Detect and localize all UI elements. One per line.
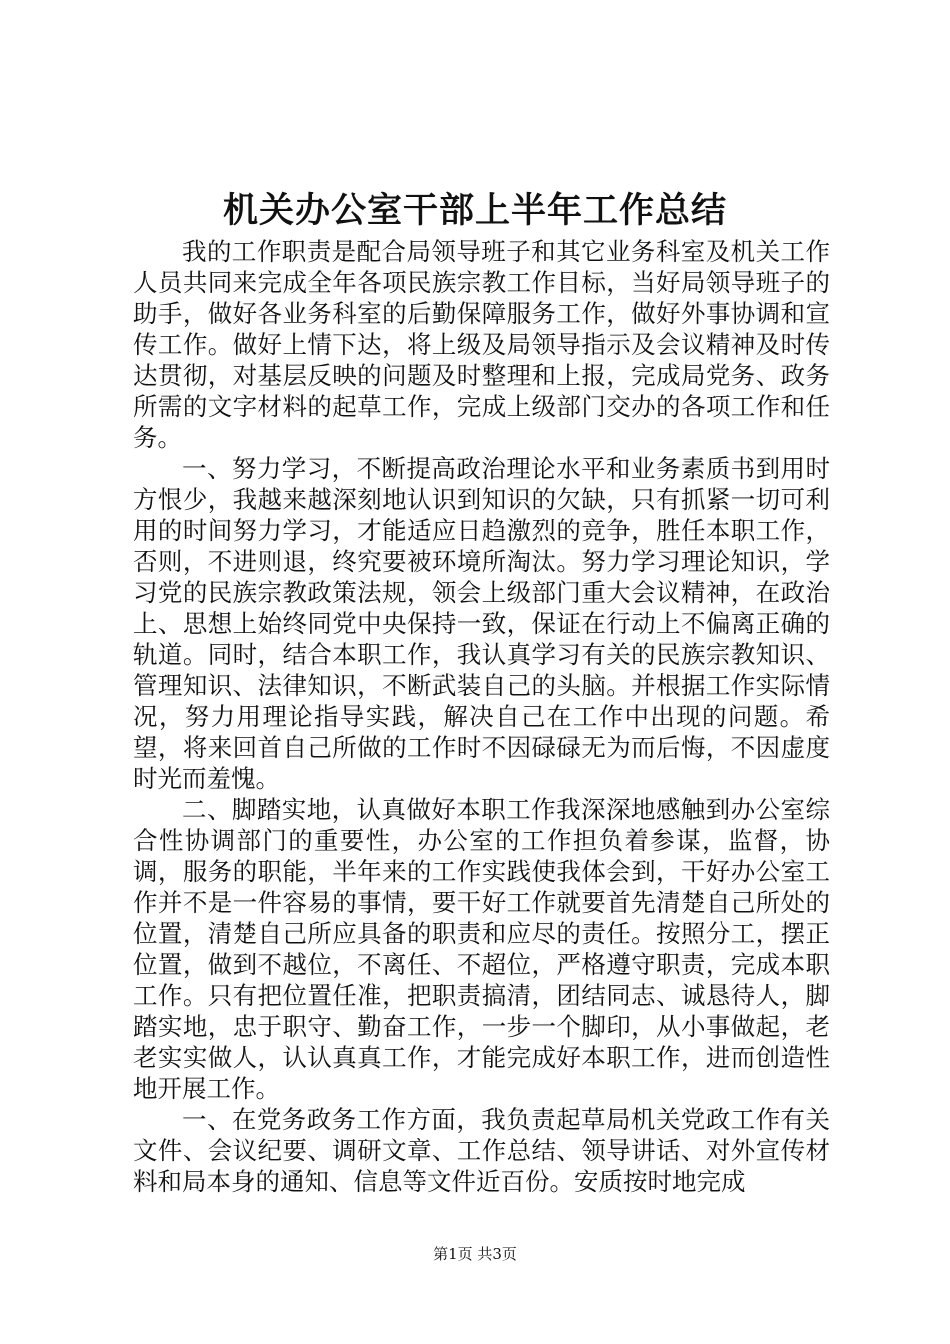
paragraph-intro: 我的工作职责是配合局领导班子和其它业务科室及机关工作人员共同来完成全年各项民族宗教工作目标，当好局领导班子的助手，做好各业务科室的后勤保障服务工作，做好外事协调和宣传工作。做好上情下达，将上级及局领导指示及会议精神及时传达贯彻，对基层反映的问题及时整理和上报，完成局党务、政务所需的文字材料的起草工作，完成上级部门交办的各项工作和任务。 <box>133 237 830 452</box>
document-title: 机关办公室干部上半年工作总结 <box>222 191 727 231</box>
document-body <box>133 236 830 1197</box>
paragraph-work: 二、脚踏实地，认真做好本职工作我深深地感触到办公室综合性协调部门的重要性，办公室的工作担负着参谋，监督，协调，服务的职能，半年来的工作实践使我体会到，干好办公室工作并不是一件容易的事情，要干好工作就要首先清楚自己所处的位置，清楚自己所应具备的职责和应尽的责任。按照分工，摆正位置，做到不越位，不离任、不超位，严格遵守职责，完成本职工作。只有把位置任准，把职责搞清，团结同志、诚恳待人，脚踏实地，忠于职守、勤奋工作，一步一个脚印，从小事做起，老老实实做人，认认真真工作，才能完成好本职工作，进而创造性地开展工作。 <box>133 795 830 1103</box>
paragraph-study: 一、努力学习，不断提高政治理论水平和业务素质书到用时方恨少，我越来越深刻地认识到知识的欠缺，只有抓紧一切可利用的时间努力学习，才能适应日趋激烈的竞争，胜任本职工作，否则，不进则退，终究要被环境所淘汰。努力学习理论知识，学习党的民族宗教政策法规，领会上级部门重大会议精神，在政治上、思想上始终同党中央保持一致，保证在行动上不偏离正确的轨道。同时，结合本职工作，我认真学习有关的民族宗教知识、管理知识、法律知识，不断武装自己的头脑。并根据工作实际情况，努力用理论指导实践，解决自己在工作中出现的问题。希望，将来回首自己所做的工作时不因碌碌无为而后悔，不因虚度时光而羞愧。 <box>133 454 830 793</box>
paragraph-party-affairs: 一、在党务政务工作方面，我负责起草局机关党政工作有关文件、会议纪要、调研文章、工作总结、领导讲话、对外宣传材料和局本身的通知、信息等文件近百份。安质按时地完成 <box>133 1105 830 1196</box>
page-number-footer: 第1页 共3页 <box>433 1245 517 1263</box>
